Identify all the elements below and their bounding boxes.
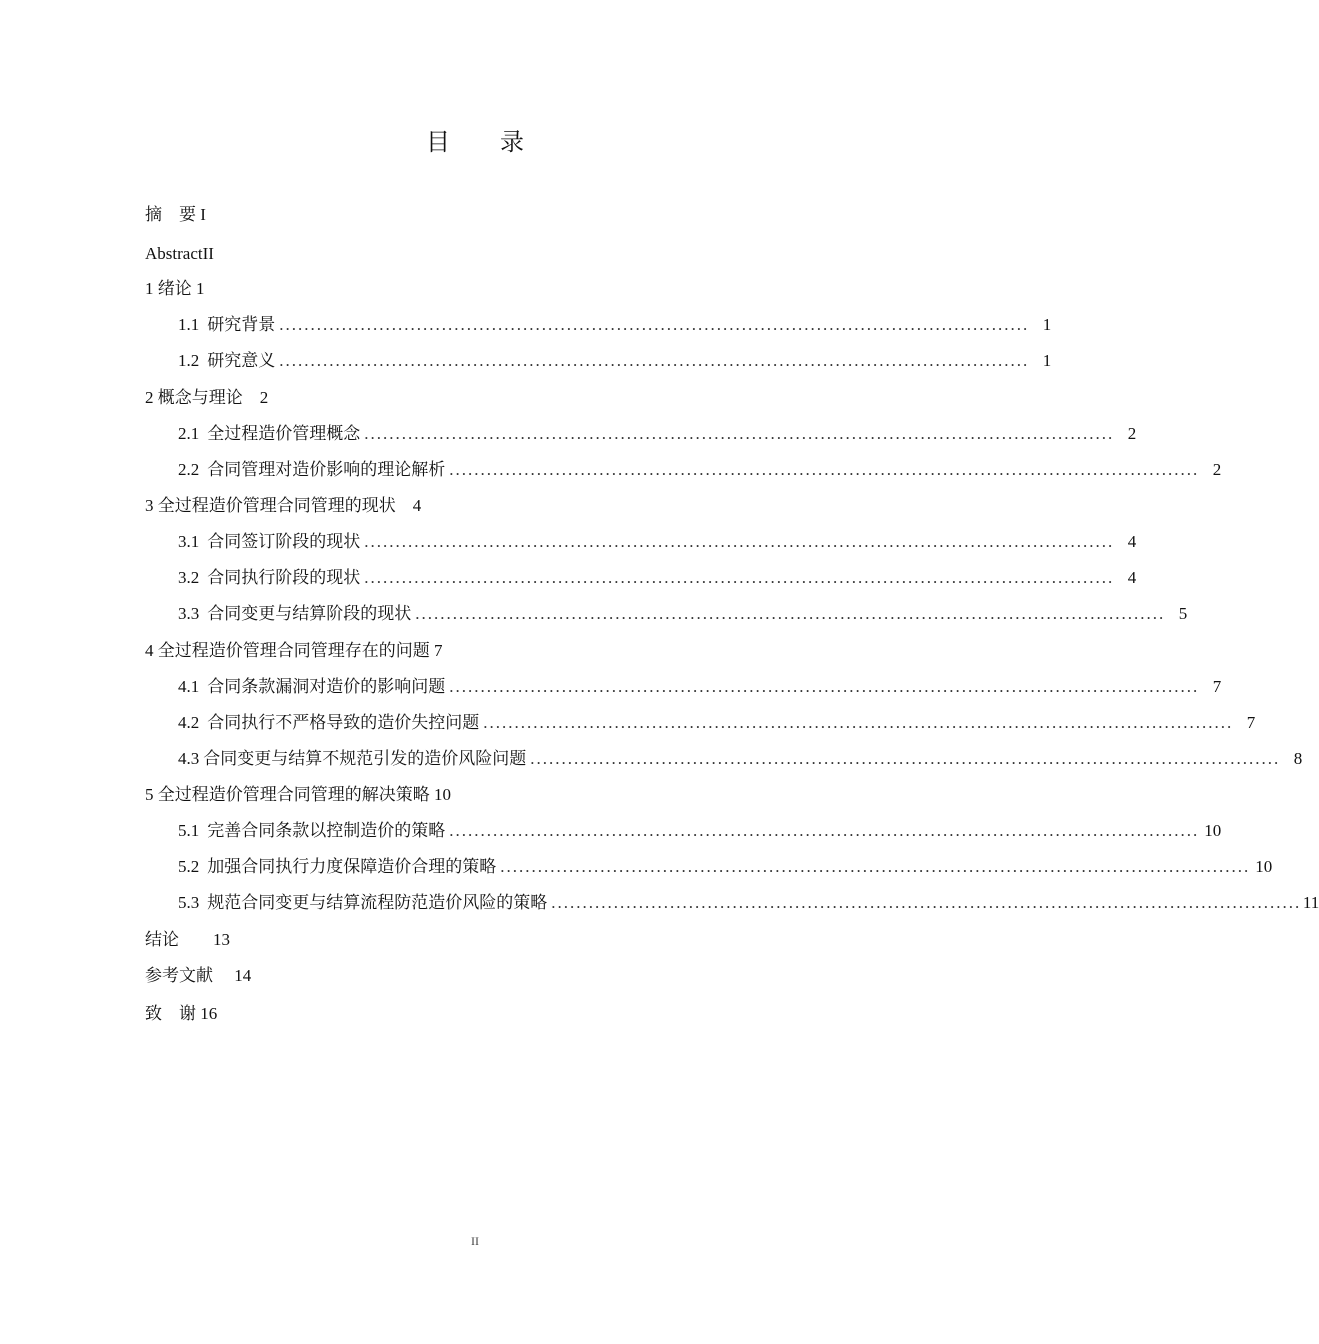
entry-page: 1 bbox=[1042, 315, 1052, 334]
dot-leader: ........................................................................................................................ bbox=[449, 460, 1200, 479]
toc-entry-acknowledgements[interactable]: 致 谢 16 bbox=[145, 1004, 218, 1023]
toc-entry-chapter-5[interactable]: 5 全过程造价管理合同管理的解决策略 10 bbox=[145, 785, 451, 804]
entry-title: 规范合同变更与结算流程防范造价风险的策略 bbox=[207, 893, 548, 912]
dot-leader: ........................................................................................................................ bbox=[530, 749, 1281, 768]
toc-entry-5-2[interactable] bbox=[178, 855, 1273, 879]
toc-entry-4-2[interactable] bbox=[178, 711, 1256, 735]
entry-page: 11 bbox=[1302, 893, 1319, 912]
toc-entry-4-1[interactable] bbox=[178, 675, 1222, 699]
toc-entry-3-1[interactable] bbox=[178, 530, 1137, 554]
entry-number: 3.2 bbox=[178, 568, 200, 587]
entry-title: 合同变更与结算不规范引发的造价风险问题 bbox=[203, 749, 527, 768]
toc-entry-chapter-2[interactable]: 2 概念与理论 2 bbox=[145, 388, 269, 407]
entry-title: 合同条款漏洞对造价的影响问题 bbox=[207, 677, 446, 696]
entry-title: 合同执行不严格导致的造价失控问题 bbox=[207, 713, 480, 732]
entry-page: 7 bbox=[1212, 677, 1222, 696]
toc-entry-chapter-3[interactable]: 3 全过程造价管理合同管理的现状 4 bbox=[145, 496, 422, 515]
entry-title: 研究意义 bbox=[207, 351, 276, 370]
entry-number: 5.3 bbox=[178, 893, 200, 912]
entry-number: 5.2 bbox=[178, 857, 200, 876]
entry-title: 合同管理对造价影响的理论解析 bbox=[207, 460, 446, 479]
toc-title: 目 录 bbox=[426, 130, 546, 156]
entry-title: 完善合同条款以控制造价的策略 bbox=[207, 821, 446, 840]
entry-title: 合同签订阶段的现状 bbox=[207, 532, 361, 551]
entry-page: 7 bbox=[1246, 713, 1256, 732]
toc-entry-1-1[interactable] bbox=[178, 313, 1052, 337]
entry-title: 研究背景 bbox=[207, 315, 276, 334]
entry-number: 2.1 bbox=[178, 424, 200, 443]
dot-leader: ........................................................................................................................ bbox=[279, 351, 1030, 370]
entry-title: 合同执行阶段的现状 bbox=[207, 568, 361, 587]
entry-title: 合同变更与结算阶段的现状 bbox=[207, 604, 412, 623]
toc-entry-abstract-en[interactable]: AbstractII bbox=[145, 244, 214, 263]
entry-page: 5 bbox=[1178, 604, 1188, 623]
entry-page: 2 bbox=[1127, 424, 1137, 443]
toc-entry-conclusion[interactable]: 结论 13 bbox=[145, 930, 230, 949]
toc-entry-abstract-cn[interactable]: 摘 要 I bbox=[145, 205, 206, 224]
entry-page: 4 bbox=[1127, 532, 1137, 551]
entry-page: 4 bbox=[1127, 568, 1137, 587]
toc-entry-chapter-4[interactable]: 4 全过程造价管理合同管理存在的问题 7 bbox=[145, 641, 443, 660]
entry-title: 加强合同执行力度保障造价合理的策略 bbox=[207, 857, 497, 876]
dot-leader: ........................................................................................................................ bbox=[500, 857, 1251, 876]
entry-page: 2 bbox=[1212, 460, 1222, 479]
entry-number: 3.3 bbox=[178, 604, 200, 623]
dot-leader: ........................................................................................................................ bbox=[415, 604, 1166, 623]
toc-entry-5-3[interactable] bbox=[178, 891, 1319, 915]
toc-entry-2-2[interactable] bbox=[178, 458, 1222, 482]
entry-number: 4.3 bbox=[178, 749, 200, 768]
dot-leader: ........................................................................................................................ bbox=[449, 677, 1200, 696]
dot-leader: ........................................................................................................................ bbox=[364, 424, 1115, 443]
entry-title: 全过程造价管理概念 bbox=[207, 424, 361, 443]
toc-entry-1-2[interactable] bbox=[178, 349, 1052, 373]
entry-number: 4.2 bbox=[178, 713, 200, 732]
dot-leader: ........................................................................................................................ bbox=[364, 532, 1115, 551]
entry-number: 1.2 bbox=[178, 351, 200, 370]
dot-leader: ........................................................................................................................ bbox=[449, 821, 1200, 840]
dot-leader: ........................................................................................................................ bbox=[551, 893, 1302, 912]
toc-entry-4-3[interactable] bbox=[178, 747, 1303, 771]
entry-number: 4.1 bbox=[178, 677, 200, 696]
dot-leader: ........................................................................................................................ bbox=[279, 315, 1030, 334]
entry-page: 1 bbox=[1042, 351, 1052, 370]
dot-leader: ........................................................................................................................ bbox=[364, 568, 1115, 587]
toc-entry-chapter-1[interactable]: 1 绪论 1 bbox=[145, 279, 205, 298]
entry-page: 10 bbox=[1255, 857, 1273, 876]
toc-entry-references[interactable]: 参考文献 14 bbox=[145, 966, 252, 985]
dot-leader: ........................................................................................................................ bbox=[483, 713, 1234, 732]
toc-entry-3-2[interactable] bbox=[178, 566, 1137, 590]
page-number: II bbox=[471, 1234, 479, 1248]
toc-entry-3-3[interactable] bbox=[178, 602, 1188, 626]
entry-number: 2.2 bbox=[178, 460, 200, 479]
entry-page: 8 bbox=[1293, 749, 1303, 768]
toc-entry-5-1[interactable] bbox=[178, 819, 1222, 843]
entry-number: 5.1 bbox=[178, 821, 200, 840]
entry-page: 10 bbox=[1204, 821, 1222, 840]
entry-number: 1.1 bbox=[178, 315, 200, 334]
toc-entry-2-1[interactable] bbox=[178, 422, 1137, 446]
entry-number: 3.1 bbox=[178, 532, 200, 551]
